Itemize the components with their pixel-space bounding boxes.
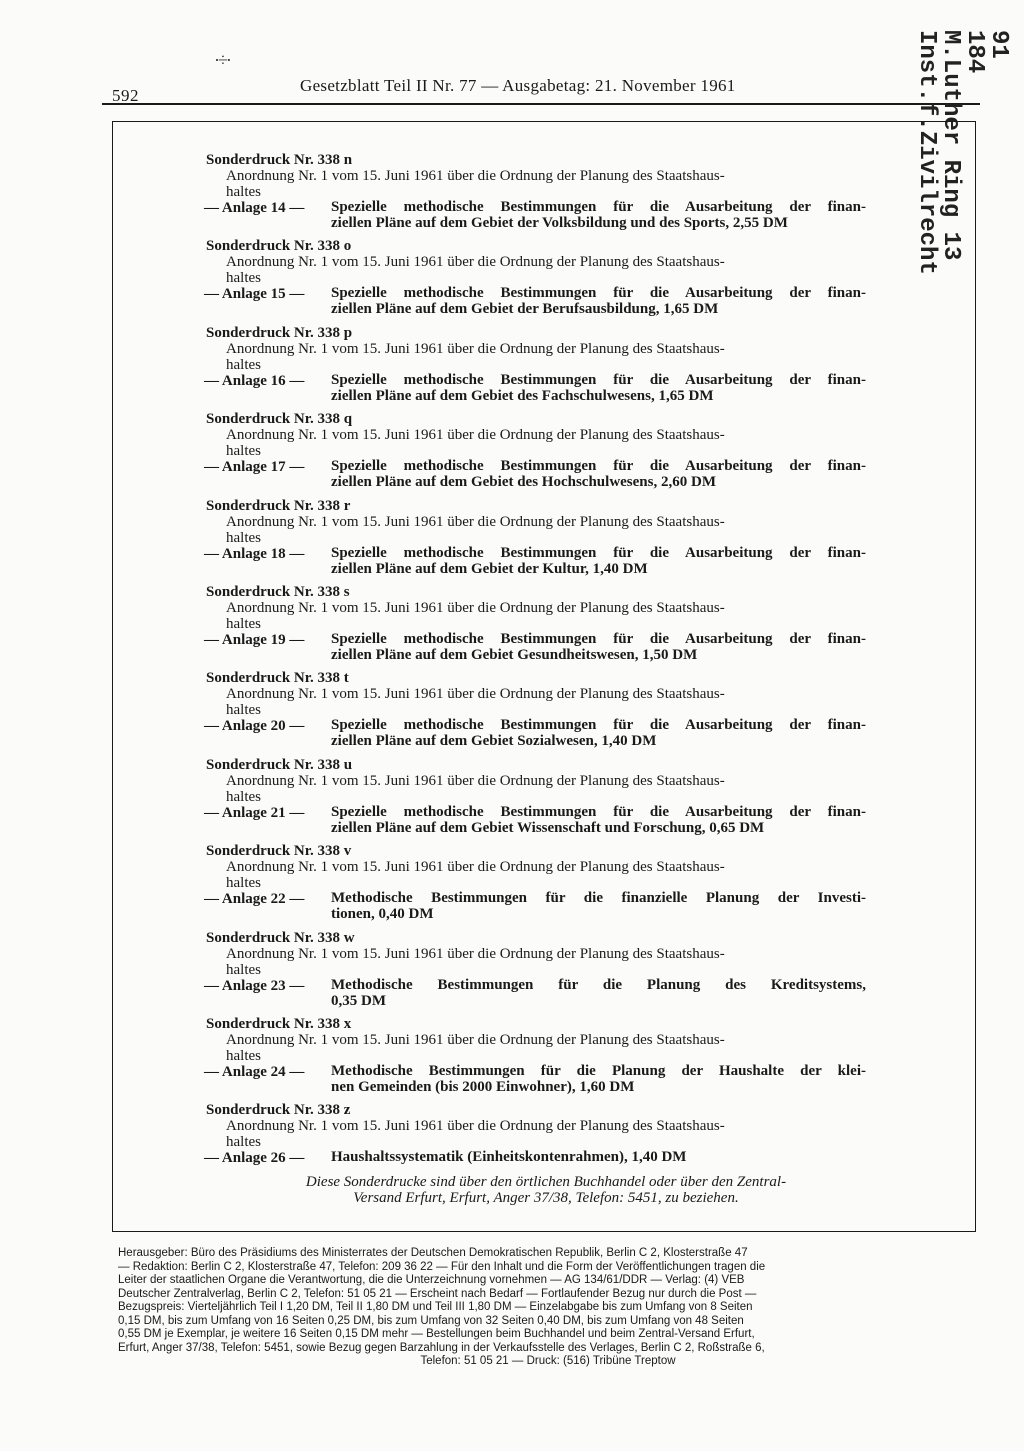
- entry-ordinance-line: Anordnung Nr. 1 vom 15. Juni 1961 über die Ordnung der Planung des Staatshaus-: [226, 168, 725, 184]
- entry-description: ziellen Pläne auf dem Gebiet der Volksbildung und des Sports, 2,55 DM: [331, 215, 788, 231]
- entry-ordinance-line: haltes: [226, 1134, 261, 1151]
- imprint-line: Leiter der staatlichen Organe die Verantwortung, die die Unterzeichnung vornehmen — AG 134/61/DDR — Verlag: (4) VEB: [118, 1274, 745, 1286]
- entry-description: ziellen Pläne auf dem Gebiet der Berufsausbildung, 1,65 DM: [331, 301, 719, 318]
- imprint-line: 0,15 DM, bis zum Umfang von 16 Seiten 0,25 DM, bis zum Umfang von 32 Seiten 0,40 DM, bis zum Umfang von 48 Seiten: [118, 1314, 744, 1327]
- entry-anlage: — Anlage 18 —: [204, 545, 305, 562]
- sonderdruck-entry: [206, 585, 866, 671]
- entry-title: Sonderdruck Nr. 338 q: [206, 411, 353, 428]
- stamp-line: 184: [961, 30, 988, 74]
- entry-anlage: — Anlage 19 —: [204, 631, 305, 648]
- entry-description: ziellen Pläne auf dem Gebiet der Kultur, 1,40 DM: [331, 560, 648, 577]
- entry-title: Sonderdruck Nr. 338 p: [206, 324, 353, 341]
- header-title: Gesetzblatt Teil II Nr. 77 — Ausgabetag: 21. November 1961: [300, 76, 736, 95]
- entry-anlage: — Anlage 26 —: [204, 1150, 305, 1167]
- sonderdruck-entry: [206, 671, 866, 757]
- stamp-line: 91: [985, 30, 1012, 59]
- entry-description: ziellen Pläne auf dem Gebiet Wissenschaft und Forschung, 0,65 DM: [331, 819, 765, 836]
- entry-description: Spezielle methodische Bestimmungen für die Ausarbeitung der finan-: [331, 285, 866, 302]
- entry-ordinance-line: Anordnung Nr. 1 vom 15. Juni 1961 über die Ordnung der Planung des Staatshaus-: [226, 340, 725, 357]
- sonderdruck-entry: [206, 499, 866, 585]
- entry-ordinance-line: Anordnung Nr. 1 vom 15. Juni 1961 über die Ordnung der Planung des Staatshaus-: [226, 686, 725, 703]
- entry-anlage: — Anlage 21 —: [204, 804, 305, 821]
- stamp-line: Inst.f.Zivilrecht: [913, 30, 940, 275]
- imprint-line: 0,55 DM je Exemplar, je weitere 16 Seiten 0,15 DM mehr — Bestellungen beim Buchhandel und beim Zentral-Versand Erfurt,: [118, 1328, 755, 1340]
- entry-ordinance-line: haltes: [226, 875, 261, 892]
- entry-ordinance-line: Anordnung Nr. 1 vom 15. Juni 1961 über die Ordnung der Planung des Staatshaus-: [226, 427, 725, 444]
- imprint-line: Bezugspreis: Vierteljährlich Teil I 1,20 DM, Teil II 1,80 DM und Teil III 1,80 DM — Einzelabgabe bis zum Umfang von 8 Seiten: [118, 1301, 753, 1313]
- header-rule: [102, 103, 980, 105]
- entry-anlage: — Anlage 15 —: [204, 286, 305, 303]
- imprint-line: Telefon: 51 05 21 — Druck: (516) Tribüne Treptow: [420, 1355, 676, 1367]
- entry-ordinance-line: haltes: [226, 443, 261, 460]
- entry-description: Methodische Bestimmungen für die Planung der Haushalte der klei-: [331, 1062, 866, 1079]
- entry-ordinance-line: haltes: [226, 961, 261, 978]
- entry-ordinance-line: haltes: [226, 702, 261, 719]
- sonderdruck-entry: [206, 153, 866, 239]
- entry-description: Haushaltssystematik (Einheitskontenrahmen), 1,40 DM: [331, 1149, 687, 1166]
- sonderdruck-list: [206, 153, 866, 1190]
- imprint: [118, 1247, 978, 1369]
- entry-ordinance-line: Anordnung Nr. 1 vom 15. Juni 1961 über die Ordnung der Planung des Staatshaus-: [226, 1118, 725, 1135]
- entry-description: nen Gemeinden (bis 2000 Einwohner), 1,60 DM: [331, 1078, 635, 1095]
- page-header: [104, 76, 984, 105]
- entry-anlage: — Anlage 23 —: [204, 977, 305, 994]
- sonderdruck-entry: [206, 326, 866, 412]
- entry-ordinance-line: Anordnung Nr. 1 vom 15. Juni 1961 über die Ordnung der Planung des Staatshaus-: [226, 254, 725, 271]
- ordering-note: [216, 1174, 876, 1206]
- entry-description: Spezielle methodische Bestimmungen für die Ausarbeitung der finan-: [331, 544, 866, 561]
- entry-ordinance-line: Anordnung Nr. 1 vom 15. Juni 1961 über die Ordnung der Planung des Staatshaus-: [226, 513, 725, 530]
- entry-anlage: — Anlage 14 —: [204, 200, 305, 216]
- entry-description: Methodische Bestimmungen für die finanzielle Planung der Investi-: [331, 890, 866, 907]
- entry-ordinance-line: Anordnung Nr. 1 vom 15. Juni 1961 über die Ordnung der Planung des Staatshaus-: [226, 859, 725, 876]
- sonderdruck-entry: [206, 844, 866, 930]
- entry-title: Sonderdruck Nr. 338 t: [206, 670, 349, 687]
- entry-title: Sonderdruck Nr. 338 o: [206, 238, 352, 255]
- entry-ordinance-line: haltes: [226, 270, 261, 287]
- entry-description: ziellen Pläne auf dem Gebiet Sozialwesen, 1,40 DM: [331, 733, 657, 750]
- entry-anlage: — Anlage 24 —: [204, 1063, 305, 1080]
- entry-ordinance-line: Anordnung Nr. 1 vom 15. Juni 1961 über die Ordnung der Planung des Staatshaus-: [226, 945, 725, 962]
- entry-ordinance-line: haltes: [226, 615, 261, 632]
- entry-description: tionen, 0,40 DM: [331, 906, 434, 923]
- sonderdruck-entry: [206, 239, 866, 325]
- imprint-line: — Redaktion: Berlin C 2, Klosterstraße 47, Telefon: 209 36 22 — Für den Inhalt und die Form der Veröffentlichungen tragen die: [118, 1260, 766, 1273]
- entry-title: Sonderdruck Nr. 338 x: [206, 1015, 352, 1032]
- page-number: 592: [112, 86, 139, 105]
- entry-ordinance-line: haltes: [226, 184, 261, 200]
- entry-description: Spezielle methodische Bestimmungen für die Ausarbeitung der finan-: [331, 458, 866, 475]
- entry-description: Spezielle methodische Bestimmungen für die Ausarbeitung der finan-: [331, 199, 866, 215]
- entry-description: Spezielle methodische Bestimmungen für die Ausarbeitung der finan-: [331, 371, 866, 388]
- entry-title: Sonderdruck Nr. 338 s: [206, 583, 350, 600]
- entry-title: Sonderdruck Nr. 338 u: [206, 756, 353, 773]
- entry-title: Sonderdruck Nr. 338 w: [206, 929, 355, 946]
- sonderdruck-entry: [206, 412, 866, 498]
- sonderdruck-entry: [206, 758, 866, 844]
- note-line: Diese Sonderdrucke sind über den örtlichen Buchhandel oder über den Zentral-: [305, 1174, 787, 1190]
- entry-title: Sonderdruck Nr. 338 r: [206, 497, 351, 514]
- imprint-line: Erfurt, Anger 37/38, Telefon: 5451, sowie Bezug gegen Barzahlung in der Verkaufsstelle des Verlages, Berlin C 2, Roßstraße 6,: [118, 1341, 765, 1354]
- entry-title: Sonderdruck Nr. 338 v: [206, 843, 352, 860]
- entry-anlage: — Anlage 17 —: [204, 459, 305, 476]
- entry-description: Spezielle methodische Bestimmungen für die Ausarbeitung der finan-: [331, 630, 866, 647]
- stamp-line: M.Luther Ring 13: [937, 30, 964, 261]
- scan-mark: ·÷·: [214, 50, 230, 70]
- entry-title: Sonderdruck Nr. 338 z: [206, 1102, 351, 1119]
- sonderdruck-entry: [206, 931, 866, 1017]
- entry-ordinance-line: haltes: [226, 1047, 261, 1064]
- entry-ordinance-line: haltes: [226, 788, 261, 805]
- entry-ordinance-line: Anordnung Nr. 1 vom 15. Juni 1961 über die Ordnung der Planung des Staatshaus-: [226, 599, 725, 616]
- entry-description: 0,35 DM: [331, 992, 386, 1009]
- entry-description: ziellen Pläne auf dem Gebiet Gesundheitswesen, 1,50 DM: [331, 646, 698, 663]
- entry-description: Spezielle methodische Bestimmungen für die Ausarbeitung der finan-: [331, 717, 866, 734]
- entry-title: Sonderdruck Nr. 338 n: [206, 152, 353, 168]
- imprint-line: Deutscher Zentralverlag, Berlin C 2, Telefon: 51 05 21 — Erscheint nach Bedarf — Fortlaufender Bezug nur durch die Post —: [118, 1287, 757, 1300]
- entry-ordinance-line: haltes: [226, 356, 261, 373]
- entry-ordinance-line: Anordnung Nr. 1 vom 15. Juni 1961 über die Ordnung der Planung des Staatshaus-: [226, 1031, 725, 1048]
- imprint-line: Herausgeber: Büro des Präsidiums des Ministerrates der Deutschen Demokratischen Republik, Berlin C 2, Klosterstraße 47: [118, 1247, 748, 1259]
- sonderdruck-entry: [206, 1017, 866, 1103]
- entry-description: Spezielle methodische Bestimmungen für die Ausarbeitung der finan-: [331, 803, 866, 820]
- entry-anlage: — Anlage 20 —: [204, 718, 305, 735]
- entry-anlage: — Anlage 16 —: [204, 372, 305, 389]
- entry-description: Methodische Bestimmungen für die Planung des Kreditsystems,: [331, 976, 866, 993]
- entry-ordinance-line: Anordnung Nr. 1 vom 15. Juni 1961 über die Ordnung der Planung des Staatshaus-: [226, 772, 725, 789]
- entry-ordinance-line: haltes: [226, 529, 261, 546]
- entry-description: ziellen Pläne auf dem Gebiet des Hochschulwesens, 2,60 DM: [331, 474, 716, 491]
- entry-description: ziellen Pläne auf dem Gebiet des Fachschulwesens, 1,65 DM: [331, 387, 714, 404]
- entry-anlage: — Anlage 22 —: [204, 891, 305, 908]
- note-line: Versand Erfurt, Erfurt, Anger 37/38, Telefon: 5451, zu beziehen.: [353, 1190, 739, 1206]
